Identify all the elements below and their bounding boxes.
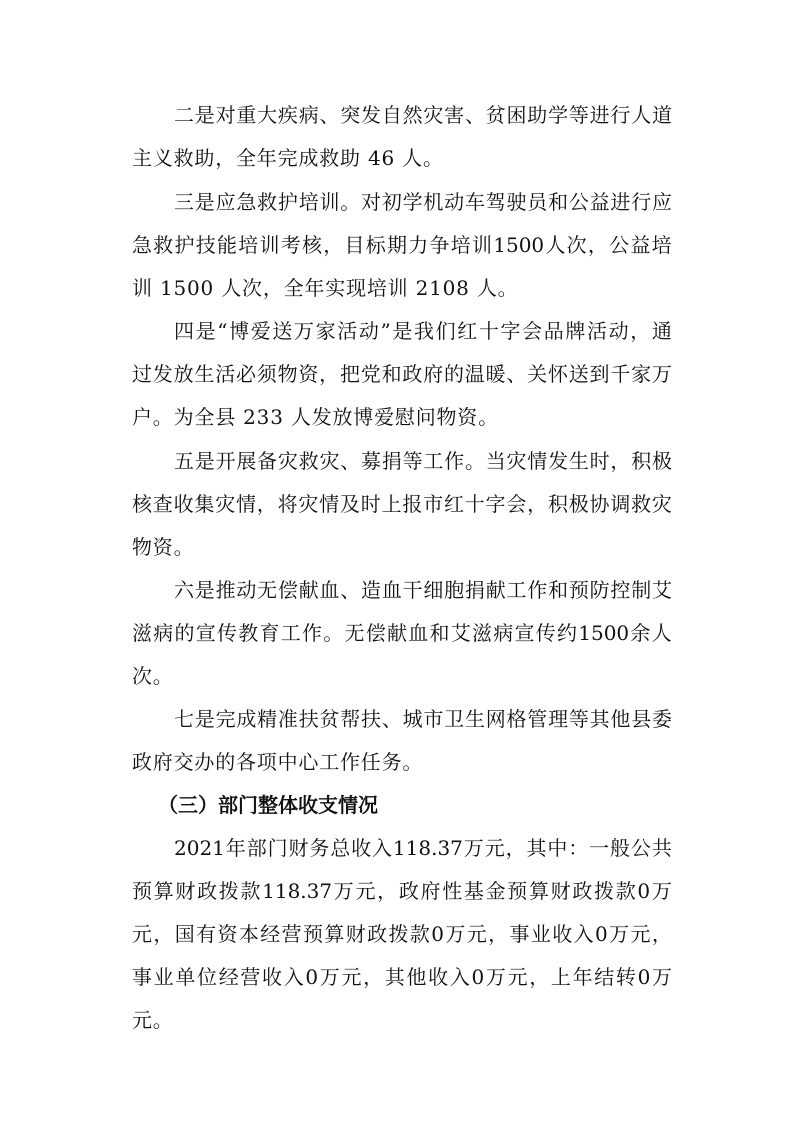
paragraph-line: 七 是 完 成 精 准 扶 贫 帮 扶 、 城 市 卫 生 网 格 管 理 等 其 他 县 委: [174, 707, 672, 731]
finance-line: 事 业 单 位 经 营 收 入 0 万 元 ， 其 他 收 入 0 万 元 ， 上 年 结 转 0 万: [132, 965, 672, 989]
paragraph-line: 物资。: [132, 535, 195, 559]
paragraph-line: 核 查 收 集 灾 情 ， 将 灾 情 及 时 上 报 市 红 十 字 会 ， 积 极 协 调 救 灾: [132, 492, 672, 516]
paragraph-line: 三 是 应 急 救 护 培 训 。 对 初 学 机 动 车 驾 驶 员 和 公 益 进 行 应: [174, 190, 672, 214]
finance-line: 元 ， 国 有 资 本 经 营 预 算 财 政 拨 款 0 万 元 ， 事 业 收 入 0 万 元 ，: [132, 922, 672, 946]
finance-line: 元。: [132, 1008, 174, 1032]
finance-line: 预 算 财 政 拨 款 118.37 万 元 ， 政 府 性 基 金 预 算 财 政 拨 款 0 万: [132, 879, 672, 903]
paragraph-line: 急 救 护 技 能 培 训 考 核 ， 目 标 期 力 争 培 训 1500 人 次 ， 公 益 培: [132, 233, 672, 257]
finance-line: 2021 年 部 门 财 务 总 收 入 118.37 万 元 ， 其 中 ： 一 般 公 共: [174, 836, 672, 860]
paragraph-line: 滋 病 的 宣 传 教 育 工 作 。 无 偿 献 血 和 艾 滋 病 宣 传 约 1500 余 人: [132, 621, 672, 645]
paragraph-line: 次。: [132, 664, 174, 688]
paragraph-line: 五 是 开 展 备 灾 救 灾 、 募 捐 等 工 作 。 当 灾 情 发 生 时 ， 积 极: [174, 449, 672, 473]
paragraph-line: 训 1500 人次，全年实现培训 2108 人。: [132, 276, 519, 300]
paragraph-line: 政府交办的各项中心工作任务。: [132, 750, 424, 774]
paragraph-line: 过 发 放 生 活 必 须 物 资 ， 把 党 和 政 府 的 温 暖 、 关 怀 送 到 千 家 万: [132, 362, 672, 386]
paragraph-line: 户。为全县 233 人发放博爱慰问物资。: [132, 405, 499, 429]
paragraph-line: 四 是 “ 博 爱 送 万 家 活 动 ” 是 我 们 红 十 字 会 品 牌 活 动 ， 通: [174, 319, 672, 343]
paragraph-line: 主义救助，全年完成救助 46 人。: [132, 146, 444, 170]
paragraph-line: 二 是 对 重 大 疾 病 、 突 发 自 然 灾 害 、 贫 困 助 学 等 进 行 人 道: [174, 103, 672, 127]
paragraph-line: 六 是 推 动 无 偿 献 血 、 造 血 干 细 胞 捐 献 工 作 和 预 防 控 制 艾: [174, 578, 672, 602]
section-heading: （三）部门整体收支情况: [158, 793, 378, 817]
